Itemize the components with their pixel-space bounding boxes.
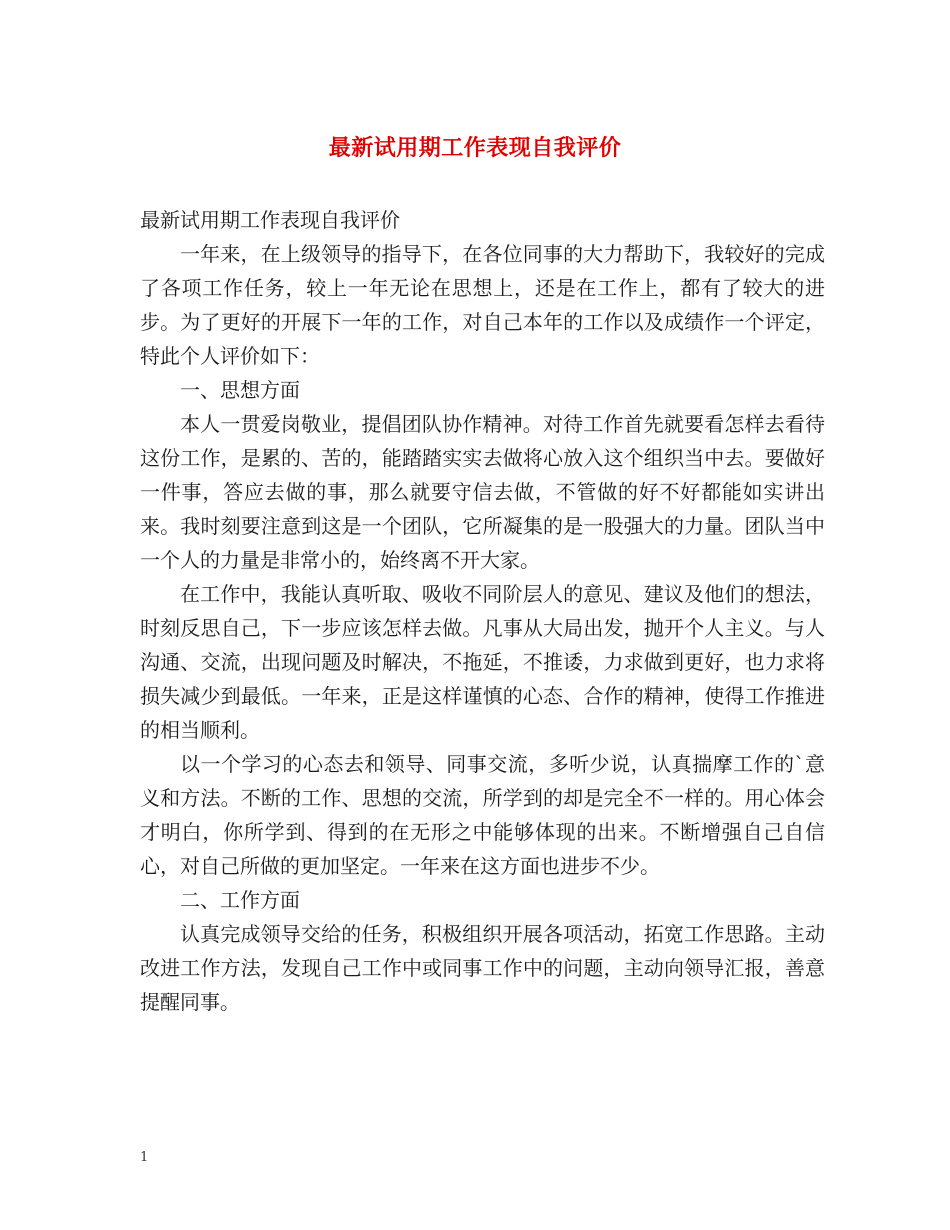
paragraph: 本人一贯爱岗敬业，提倡团队协作精神。对待工作首先就要看怎样去看待这份工作，是累的、苦的，能踏踏实实去做将心放入这个组织当中去。要做好一件事，答应去做的事，那么就要守信去做，不管做的好不好都能如实讲出来。我时刻要注意到这是一个团队，它所凝集的是一股强大的力量。团队当中一个人的力量是非常小的，始终离不开大家。: [140, 412, 825, 572]
paragraph: 在工作中，我能认真听取、吸收不同阶层人的意见、建议及他们的想法，时刻反思自己，下一步应该怎样去做。凡事从大局出发，抛开个人主义。与人沟通、交流，出现问题及时解决，不拖延，不推诿，力求做到更好，也力求将损失减少到最低。一年来，正是这样谨慎的心态、合作的精神，使得工作推进的相当顺利。: [140, 582, 825, 742]
section-heading: 一、思想方面: [180, 378, 300, 402]
paragraph: 以一个学习的心态去和领导、同事交流，多听少说，认真揣摩工作的`意义和方法。不断的工作、思想的交流，所学到的却是完全不一样的。用心体会才明白，你所学到、得到的在无形之中能够体现的出来。不断增强自己自信心，对自己所做的更加坚定。一年来在这方面也进步不少。: [140, 752, 825, 878]
paragraph: 最新试用期工作表现自我评价: [140, 208, 400, 232]
document-body: [140, 203, 825, 1019]
page-number: 1: [140, 1150, 149, 1165]
paragraph: 一年来，在上级领导的指导下，在各位同事的大力帮助下，我较好的完成了各项工作任务，较上一年无论在思想上，还是在工作上，都有了较大的进步。为了更好的开展下一年的工作，对自己本年的工作以及成绩作一个评定，特此个人评价如下：: [140, 242, 825, 368]
section-heading: 二、工作方面: [180, 888, 300, 912]
paragraph: 认真完成领导交给的任务，积极组织开展各项活动，拓宽工作思路。主动改进工作方法，发现自己工作中或同事工作中的问题，主动向领导汇报，善意提醒同事。: [140, 922, 825, 1014]
document-title: 最新试用期工作表现自我评价: [328, 135, 622, 161]
